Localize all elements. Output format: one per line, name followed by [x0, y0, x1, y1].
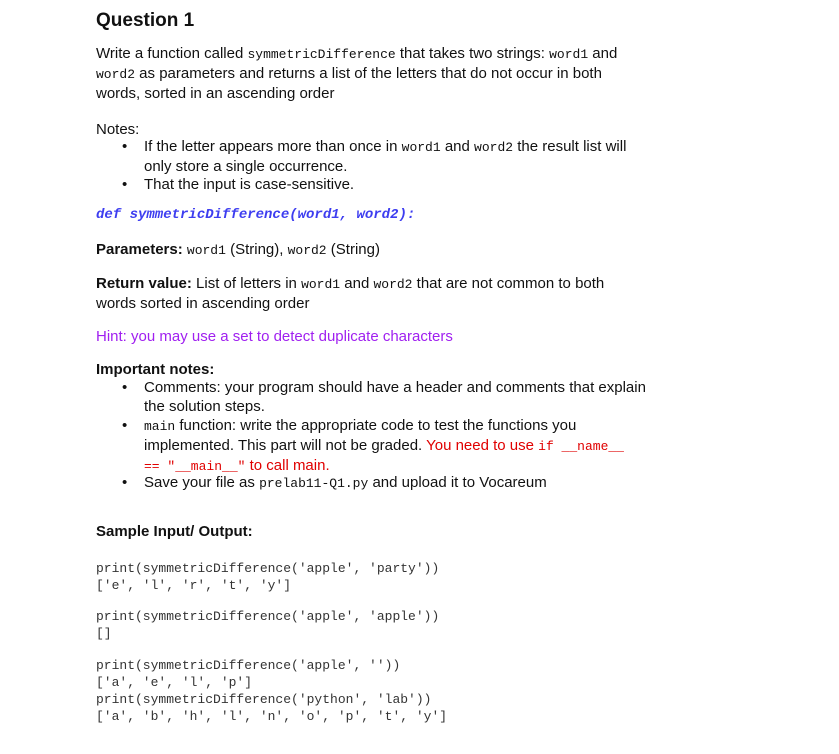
notes-bullet-2: • That the input is case-sensitive.: [122, 176, 355, 193]
sample-line-9: print(symmetricDifference('python', 'lab')): [96, 692, 432, 707]
intro-line-1: Write a function called symmetricDifference that takes two strings: word1 and: [96, 45, 618, 62]
important-heading: Important notes:: [96, 361, 215, 378]
sample-line-5: []: [96, 626, 112, 641]
sample-line-4: print(symmetricDifference('apple', 'apple')): [96, 609, 440, 624]
hint-text: Hint: you may use a set to detect duplicate characters: [96, 328, 453, 345]
sample-heading: Sample Input/ Output:: [96, 523, 253, 540]
important-bullet-1: • Comments: your program should have a header and comments that explain the solution steps.: [122, 379, 646, 415]
intro-line-2: word2 as parameters and returns a list of the letters that do not occur in both: [96, 65, 602, 82]
notes-heading: Notes:: [96, 121, 140, 138]
intro-line-3: words, sorted in an ascending order: [96, 85, 335, 102]
sample-line-2: ['e', 'l', 'r', 't', 'y']: [96, 578, 292, 593]
important-bullet-2: • main function: write the appropriate code to test the functions you implemented. This part will not be graded. You need to use if __name__ == "__main__" to call main.: [122, 417, 624, 474]
question-title: Question 1: [96, 10, 195, 31]
important-bullet-3: • Save your file as prelab11-Q1.py and upload it to Vocareum: [122, 474, 547, 491]
function-signature: def symmetricDifference(word1, word2):: [96, 207, 416, 223]
sample-line-7: print(symmetricDifference('apple', '')): [96, 658, 401, 673]
return-value-line-1: Return value: List of letters in word1 and word2 that are not common to both: [96, 275, 605, 292]
sample-line-10: ['a', 'b', 'h', 'l', 'n', 'o', 'p', 't', 'y']: [96, 709, 448, 724]
sample-line-1: print(symmetricDifference('apple', 'party')): [96, 561, 440, 576]
sample-line-8: ['a', 'e', 'l', 'p']: [96, 675, 253, 690]
return-value-line-2: words sorted in ascending order: [96, 295, 310, 312]
notes-bullet-1: • If the letter appears more than once in word1 and word2 the result list will only store a single occurrence.: [122, 138, 627, 175]
parameters-line: Parameters: word1 (String), word2 (String): [96, 241, 380, 258]
